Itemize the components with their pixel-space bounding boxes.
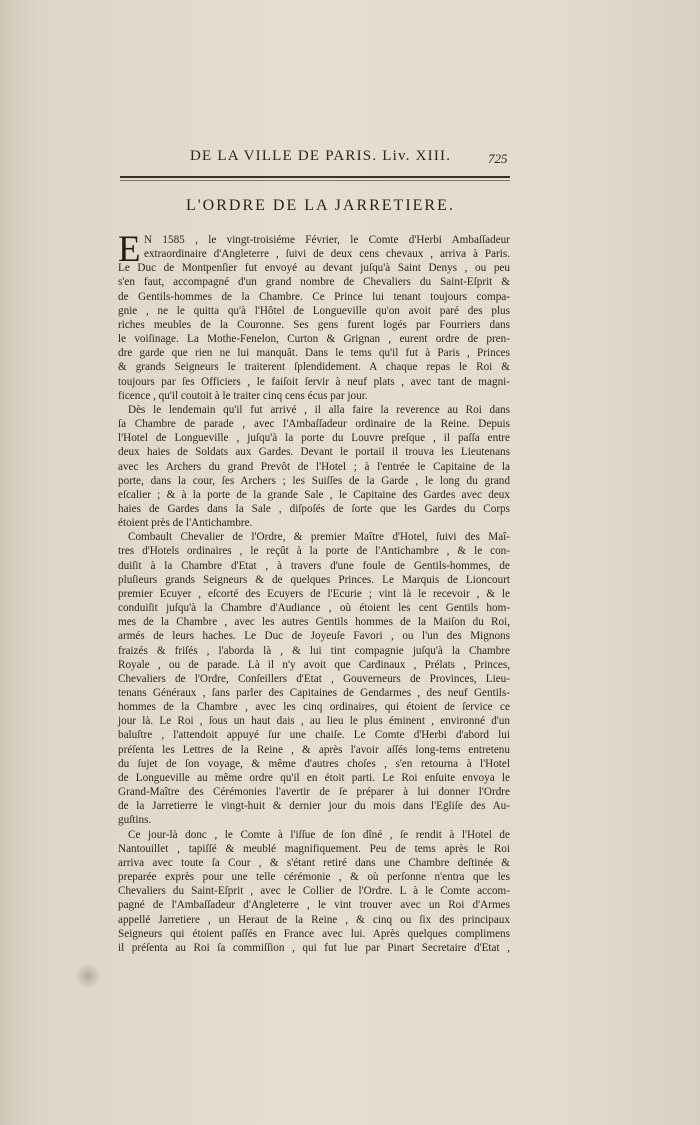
text-line: le voiſinage. La Mothe-Fenelon, Curton & Grignan , eurent ordre de pren- xyxy=(118,333,510,346)
text-line: l'Hotel de Longueville , juſqu'à la porte du Louvre preſque , il paſſa entre xyxy=(118,432,510,445)
text-line: gnie , ne le quitta qu'à l'Hôtel de Longueville qu'on avoit paré des plus xyxy=(118,304,510,317)
text-line: Seigneurs qui étoient paſſés en France avec lui. Après quelques complimens xyxy=(118,927,510,940)
text-line: Le Duc de Montpenſier fut envoyé au devant juſqu'à Saint Denys , ou peu xyxy=(118,262,510,275)
text-line: duiſit à la Chambre d'Etat , à travers d'une foule de Gentils-hommes, de xyxy=(118,559,510,572)
text-line: il préſenta au Roi ſa commiſſion , qui fut lue par Pinart Secretaire d'Etat , xyxy=(118,941,510,954)
text-line: deux haies de Soldats aux Gardes. Devant le portail il trouva les Lieutenans xyxy=(118,446,510,459)
text-line: de Gentils-hommes de la Chambre. Ce Prince lui tenant toujours compa- xyxy=(118,290,510,303)
text-line: eſcalier ; & à la porte de la grande Sale , le Capitaine des Gardes avec deux xyxy=(118,488,510,501)
text-line: tres d'Hotels ordinaires , le reçût à la porte de l'Antichambre , & le con- xyxy=(118,545,510,558)
section-title: L'ORDRE DE LA JARRETIERE. xyxy=(186,197,455,214)
text-line: étoient près de l'Antichambre. xyxy=(118,517,253,530)
text-line: ficence , qu'il coutoit à le traiter cinq cens écus par jour. xyxy=(118,389,368,402)
text-line: s'en faut, accompagné d'un grand nombre de Chevaliers du Saint-Eſprit & xyxy=(118,276,510,289)
text-line: ſa Chambre de parade , avec l'Ambaſſadeur ordinaire de la Reine. Depuis xyxy=(118,418,510,431)
text-line: Dès le lendemain qu'il fut arrivé , il alla faire la reverence au Roi dans xyxy=(128,403,510,416)
text-line: Royale , ou de parade. Là il n'y avoit que Cardinaux , Prélats , Princes, xyxy=(118,658,510,671)
text-line: pluſieurs grands Seigneurs & de quelques Princes. Le Marquis de Lioncourt xyxy=(118,573,510,586)
text-line: Grand-Maître des Cérémonies l'avertir de ſe préparer à lui donner l'Ordre xyxy=(118,786,510,799)
running-head: DE LA VILLE DE PARIS. Liv. XIII. xyxy=(190,148,452,164)
text-line: mes de la Chambre , avec les autres Gentils hommes de la Maiſon du Roi, xyxy=(118,616,510,629)
header-rule-thin xyxy=(120,180,510,181)
text-line: toujours par ſes Officiers , le faiſoit ſervir à neuf plats , avec tant de magni- xyxy=(118,375,510,388)
text-line: guſtins. xyxy=(118,814,152,827)
text-line: préſenta les Lettres de la Reine , & après l'avoir aſſés long-tems entretenu xyxy=(118,743,510,756)
page-number: 725 xyxy=(488,151,508,166)
header-rule xyxy=(120,176,510,178)
text-line: arriva avec toute ſa Cour , & s'étant retiré dans une Chambre deſtinée & xyxy=(118,856,510,869)
drop-cap: E xyxy=(118,229,141,270)
text-line: avec les Archers du grand Prevôt de l'Hotel ; à l'entrée le Capitaine de la xyxy=(118,460,510,473)
text-line: pagné de l'Ambaſſadeur d'Angleterre , le vint trouver avec un Roi d'Armes xyxy=(118,899,510,912)
text-line: tenans Généraux , ſans parler des Capitaines de Gendarmes , des neuf Gentils- xyxy=(118,687,510,699)
text-line: dre garde que rien ne lui manquât. Dans le tems qu'il fut à Paris , Princes xyxy=(118,347,510,360)
text-line: riches meubles de la Couronne. Ses gens furent logés par Fourriers dans xyxy=(118,318,510,331)
text-line: extraordinaire d'Angleterre , ſuivi de deux cens chevaux , arriva à Paris. xyxy=(144,248,510,261)
text-line: de la Jarretierre le vingt-huit & dernier jour du mois dans l'Egliſe des Au- xyxy=(118,800,510,813)
body-text xyxy=(118,229,510,955)
text-line: Nantouillet , tapiſſé & meublé magnifiquement. Peu de tems après le Roi xyxy=(118,842,510,855)
text-line: Chevaliers de l'Ordre, Conſeillers d'Etat , Gouverneurs de Provinces, Lieu- xyxy=(118,672,510,685)
text-line: conduiſit juſqu'à la Chambre d'Audiance , où étoient les cent Gentils hom- xyxy=(118,602,510,615)
text-line: porte, dans la cour, ſes Archers ; les Suiſſes de la Garde , le long du grand xyxy=(118,474,510,487)
text-line: du ſujet de ſon voyage, & même d'autres choſes , s'en retourna à l'Hotel xyxy=(118,757,510,770)
text-line: haies de Gardes dans la Sale , diſpoſés de ſorte que les Gardes du Corps xyxy=(118,502,510,515)
text-line: & grands Seigneurs le traiterent ſplendidement. A chaque repas le Roi & xyxy=(118,361,510,374)
ink-smudge xyxy=(74,965,102,987)
text-line: appellé Jarretiere , un Heraut de la Reine , & cinq ou ſix des principaux xyxy=(118,913,510,926)
text-line: armés de leurs haches. Le Duc de Joyeuſe Favori , ou l'un des Mignons xyxy=(118,630,510,643)
text-line: hommes de la Chambre , avec les cinq ordinaires, qui étoient de ſervice ce xyxy=(118,701,510,714)
text-line: preparée exprès pour une telle cérémonie , & où perſonne n'entra que les xyxy=(118,871,510,884)
text-line: fraizés & friſés , l'aborda là , & lui tint compagnie juſqu'à la Chambre xyxy=(118,644,510,657)
text-line: de Longueville au même ordre qu'il en étoit parti. Le Roi enſuite envoya le xyxy=(118,771,510,784)
text-line: jour là. Le Roi , ſous un haut dais , au lieu le plus éminent , environné d'un xyxy=(118,715,510,728)
text-line: Ce jour-là donc , le Comte à l'iſſue de ſon dîné , ſe rendit à l'Hotel de xyxy=(128,828,510,841)
text-line: baluſtre , l'attendoit appuyé ſur une chaiſe. Le Comte d'Herbi d'abord lui xyxy=(118,729,510,742)
text-line: Chevaliers du Saint-Eſprit , avec le Collier de l'Ordre. L à le Comte accom- xyxy=(118,885,510,898)
text-line: N 1585 , le vingt-troisiéme Février, le Comte d'Herbi Ambaſſadeur xyxy=(144,234,510,246)
text-line: Combault Chevalier de l'Ordre, & premier Maître d'Hotel, ſuivi des Maî- xyxy=(128,531,510,544)
text-line: premier Ecuyer , eſcorté des Ecuyers de l'Ecurie ; vint là le recevoir , & le xyxy=(118,587,510,600)
